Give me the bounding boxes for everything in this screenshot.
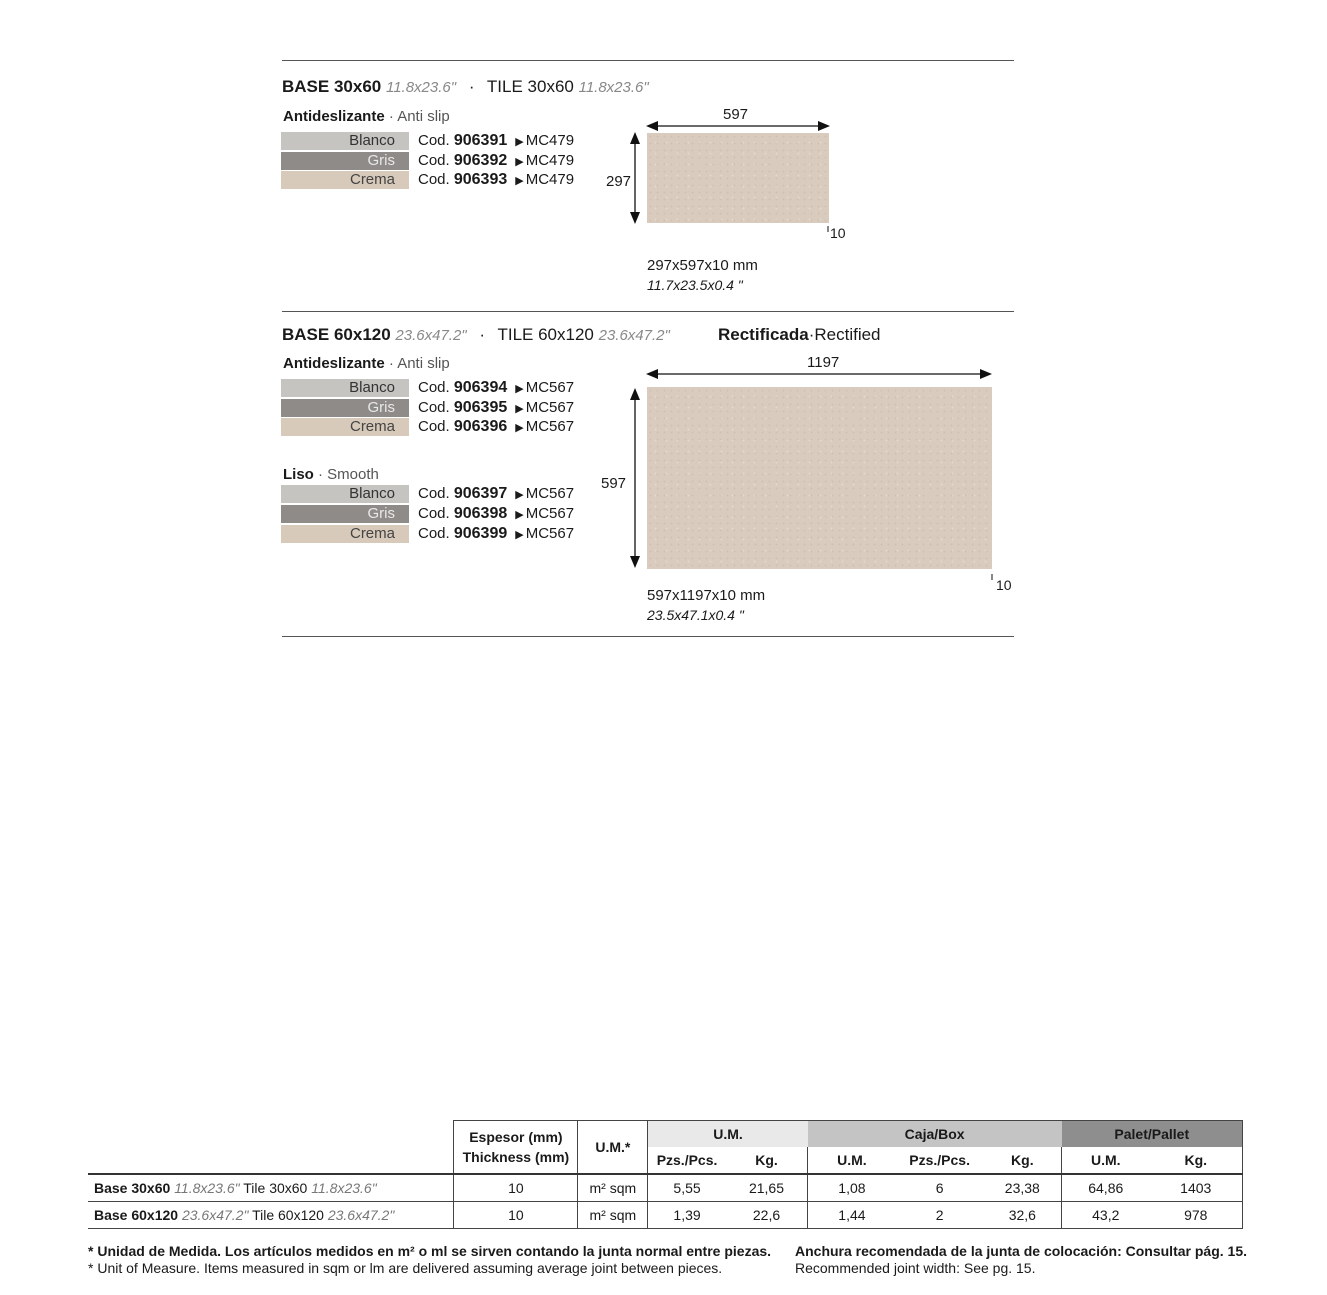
joint-en: Recommended joint width: See pg. 15. — [795, 1260, 1036, 1276]
play-icon: ▶ — [515, 529, 524, 541]
top-rule — [282, 60, 1014, 61]
row-name-bold: Base 30x60 — [94, 1180, 171, 1196]
play-icon: ▶ — [515, 509, 524, 521]
dim-height-1: 297 — [606, 173, 632, 190]
play-icon: ▶ — [515, 136, 524, 148]
row-name — [88, 1202, 454, 1229]
tile-60x120-image — [647, 387, 992, 569]
size-in-2: 23.5x47.1x0.4 " — [647, 607, 744, 623]
th-pal-um: U.M. — [1062, 1147, 1150, 1174]
cod-label: Cod. — [418, 132, 450, 149]
cell-pal-um: 64,86 — [1062, 1174, 1150, 1202]
play-icon: ▶ — [515, 489, 524, 501]
ref-code: MC479 — [525, 171, 575, 188]
swatch-gris: Gris — [281, 505, 409, 523]
cell-pal-kg: 1403 — [1149, 1174, 1242, 1202]
th-um-group: U.M. — [648, 1121, 808, 1148]
finish1-bold: Antideslizante — [283, 355, 385, 372]
th-pallet-group: Palet/Pallet — [1062, 1121, 1243, 1148]
cell-esp: 10 — [454, 1202, 578, 1229]
cod-label: Cod. — [418, 171, 450, 188]
spec-table — [88, 1120, 1243, 1229]
section2-tile-inch: 23.6x47.2" — [598, 327, 670, 344]
th-pal-kg: Kg. — [1149, 1147, 1242, 1174]
section2-header — [282, 325, 670, 345]
footnote-es — [88, 1243, 771, 1259]
th-espesor-es: Espesor (mm) — [469, 1129, 563, 1145]
cell-um: m² sqm — [578, 1202, 648, 1229]
swatch-blanco: Blanco — [281, 132, 409, 150]
section2-title-inch: 23.6x47.2" — [395, 327, 467, 344]
product-code: 906395 — [453, 399, 508, 416]
th-box-pzs: Pzs./Pcs. — [896, 1147, 984, 1174]
row-name-bold: Base 60x120 — [94, 1207, 179, 1223]
swatch-blanco: Blanco — [281, 485, 409, 503]
cod-label: Cod. — [418, 418, 450, 435]
finish1-light: · Anti slip — [388, 355, 450, 372]
th-box-group: Caja/Box — [808, 1121, 1062, 1148]
cod-label: Cod. — [418, 505, 450, 522]
th-kg: Kg. — [726, 1147, 808, 1174]
bottom-rule — [282, 636, 1014, 637]
swatch-gris: Gris — [281, 152, 409, 170]
ref-code: MC567 — [525, 505, 575, 522]
table-row — [88, 1174, 1243, 1202]
row-name-inch: 23.6x47.2" — [181, 1207, 249, 1223]
product-code: 906396 — [453, 418, 508, 435]
product-code: 906391 — [453, 132, 508, 149]
dim-width-1: 597 — [723, 106, 749, 123]
ref-code: MC567 — [525, 525, 575, 542]
cod-label: Cod. — [418, 399, 450, 416]
size-mm-1: 297x597x10 mm — [647, 257, 758, 274]
th-box-um: U.M. — [808, 1147, 896, 1174]
ref-code: MC567 — [525, 418, 575, 435]
row-tile: Tile 60x120 — [252, 1207, 324, 1223]
cell-um: m² sqm — [578, 1174, 648, 1202]
code-line — [418, 418, 574, 437]
size-in-1: 11.7x23.5x0.4 " — [647, 277, 743, 293]
play-icon: ▶ — [515, 175, 524, 187]
row-tile: Tile 30x60 — [243, 1180, 308, 1196]
cell-pal-um: 43,2 — [1062, 1202, 1150, 1229]
row-name-inch: 11.8x23.6" — [174, 1180, 240, 1196]
finish2-bold: Liso — [283, 466, 314, 483]
section2-finish2 — [283, 466, 379, 483]
section1-dot: · — [468, 77, 475, 96]
play-icon: ▶ — [515, 383, 524, 395]
code-line — [418, 485, 574, 504]
th-box-kg: Kg. — [984, 1147, 1062, 1174]
product-code: 906397 — [453, 485, 508, 502]
code-line — [418, 525, 574, 544]
swatch-crema: Crema — [281, 418, 409, 436]
play-icon: ▶ — [515, 422, 524, 434]
cell-box-kg: 23,38 — [984, 1174, 1062, 1202]
table-corner — [88, 1121, 454, 1175]
ref-code: MC567 — [525, 399, 575, 416]
swatch-crema: Crema — [281, 171, 409, 189]
joint-es-text: Anchura recomendada de la junta de colocación: Consultar pág. 15. — [795, 1243, 1247, 1259]
dim-height-2: 597 — [601, 475, 627, 492]
ref-code: MC479 — [525, 132, 575, 149]
cell-um-pzs: 1,39 — [648, 1202, 726, 1229]
section2-dot: · — [479, 325, 486, 344]
cell-um-kg: 21,65 — [726, 1174, 808, 1202]
code-line — [418, 132, 574, 151]
section-rule — [282, 311, 1014, 312]
ref-code: MC479 — [525, 152, 575, 169]
section1-tile-inch: 11.8x23.6" — [578, 79, 649, 96]
th-pzs: Pzs./Pcs. — [648, 1147, 726, 1174]
dim-thick-2: 10 — [996, 577, 1012, 593]
table-row — [88, 1202, 1243, 1229]
cell-esp: 10 — [454, 1174, 578, 1202]
section1-header — [282, 77, 649, 97]
swatch-crema: Crema — [281, 525, 409, 543]
cell-box-um: 1,08 — [808, 1174, 896, 1202]
row-name — [88, 1174, 454, 1202]
row-tile-inch: 23.6x47.2" — [327, 1207, 395, 1223]
cell-box-um: 1,44 — [808, 1202, 896, 1229]
size-mm-2: 597x1197x10 mm — [647, 587, 766, 604]
section2-finish1 — [283, 355, 450, 372]
code-line — [418, 171, 574, 190]
section1-tile: TILE 30x60 — [486, 77, 574, 96]
play-icon: ▶ — [515, 156, 524, 168]
product-code: 906398 — [453, 505, 508, 522]
th-um: U.M.* — [578, 1121, 648, 1175]
section1-title-inch: 11.8x23.6" — [385, 79, 457, 96]
code-line — [418, 152, 574, 171]
code-line — [418, 399, 574, 418]
section1-finish-light: · Anti slip — [388, 108, 450, 125]
rectified-bold: Rectificada — [718, 325, 809, 344]
play-icon: ▶ — [515, 403, 524, 415]
cell-box-pzs: 6 — [896, 1174, 984, 1202]
cod-label: Cod. — [418, 525, 450, 542]
cod-label: Cod. — [418, 485, 450, 502]
row-tile-inch: 11.8x23.6" — [311, 1180, 377, 1196]
footnote-en: * Unit of Measure. Items measured in sqm or lm are delivered assuming average joint between pieces. — [88, 1260, 723, 1276]
cell-box-kg: 32,6 — [984, 1202, 1062, 1229]
section1-finish-bold: Antideslizante — [283, 108, 385, 125]
swatch-gris: Gris — [281, 399, 409, 417]
ref-code: MC567 — [525, 485, 575, 502]
dim-width-2: 1197 — [807, 354, 840, 371]
finish2-light: · Smooth — [318, 466, 379, 483]
swatch-blanco: Blanco — [281, 379, 409, 397]
dim-thick-1: 10 — [830, 225, 846, 241]
cod-label: Cod. — [418, 379, 450, 396]
cell-box-pzs: 2 — [896, 1202, 984, 1229]
product-code: 906392 — [453, 152, 508, 169]
code-line — [418, 505, 574, 524]
rectified-label — [718, 325, 881, 345]
section2-tile: TILE 60x120 — [497, 325, 594, 344]
section2-title: BASE 60x120 — [282, 325, 391, 344]
cell-pal-kg: 978 — [1149, 1202, 1242, 1229]
footnote-es-text: * Unidad de Medida. Los artículos medidos en m² o ml se sirven contando la junta normal entre piezas. — [88, 1243, 772, 1259]
cod-label: Cod. — [418, 152, 450, 169]
code-line — [418, 379, 574, 398]
section1-finish — [283, 108, 450, 125]
ref-code: MC567 — [525, 379, 575, 396]
product-code: 906393 — [453, 171, 508, 188]
th-espesor-en: Thickness (mm) — [462, 1149, 570, 1165]
product-code: 906394 — [453, 379, 508, 396]
joint-es — [795, 1243, 1247, 1259]
cell-um-pzs: 5,55 — [648, 1174, 726, 1202]
rectified-light: ·Rectified — [808, 325, 881, 344]
th-espesor — [454, 1121, 578, 1175]
cell-um-kg: 22,6 — [726, 1202, 808, 1229]
product-code: 906399 — [453, 525, 508, 542]
section1-title: BASE 30x60 — [282, 77, 382, 96]
tile-30x60-image — [647, 133, 829, 223]
